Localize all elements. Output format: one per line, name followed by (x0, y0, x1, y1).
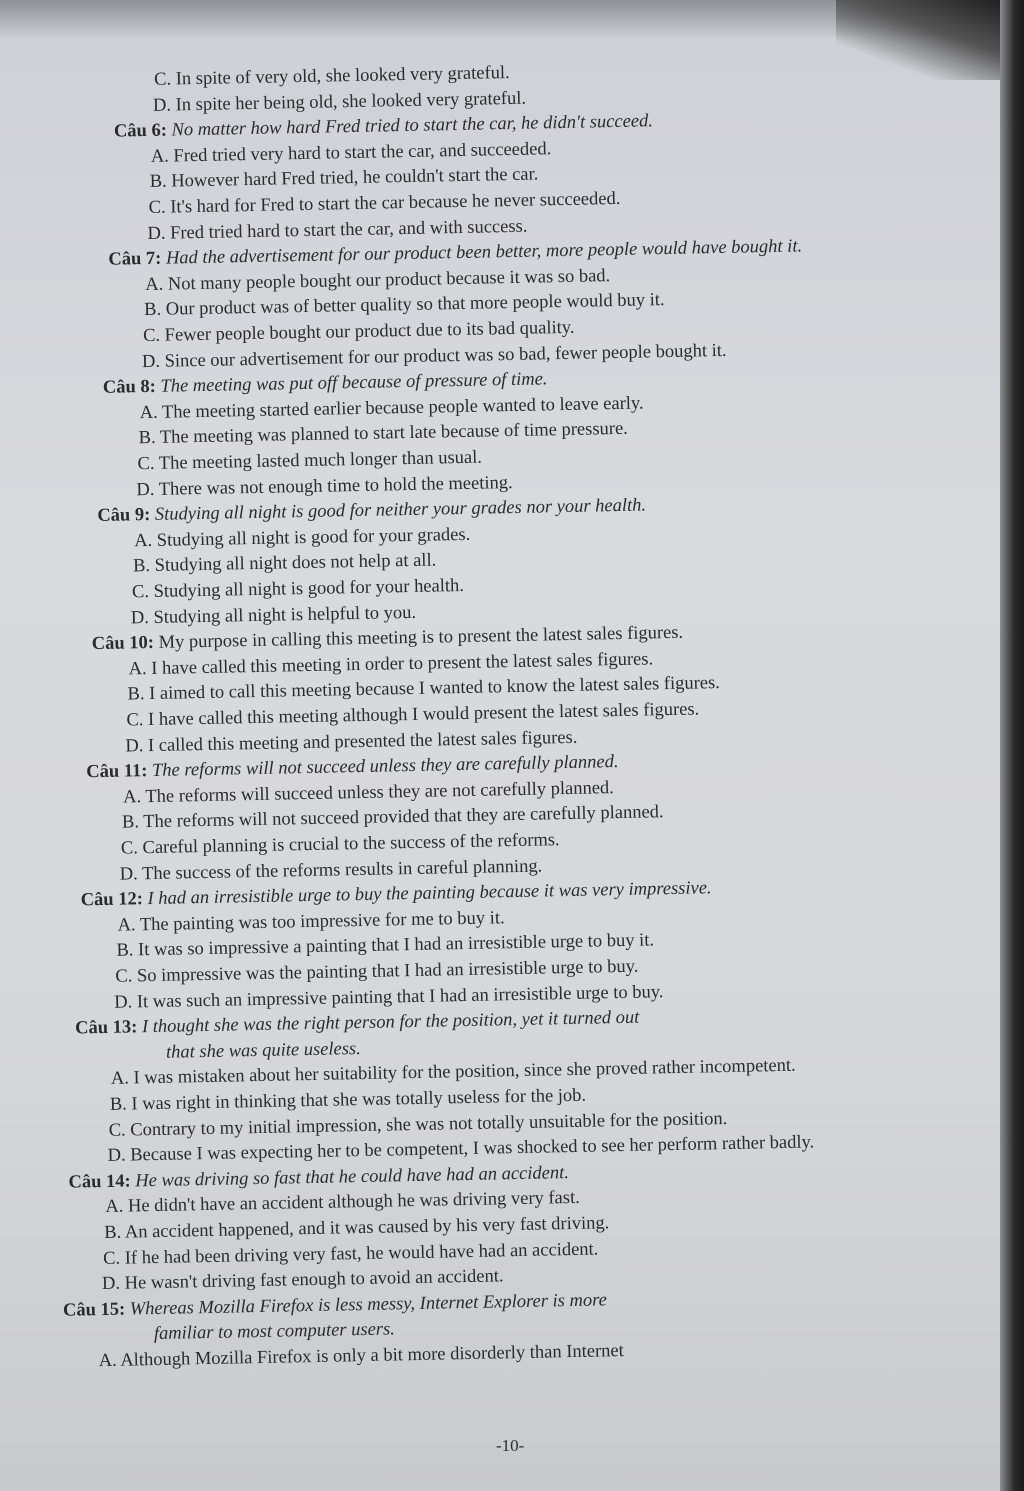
option-text: C. The meeting lasted much longer than usual. (137, 447, 483, 475)
question-number: Câu 12: (80, 889, 144, 911)
question-number: Câu 11: (86, 761, 148, 783)
answer-option (131, 601, 417, 628)
option-text: B. An accident happened, and it was caused by his very fast driving. (104, 1213, 610, 1243)
question-text: Whereas Mozilla Firefox is less messy, Internet Explorer is more (129, 1290, 608, 1320)
question-text: I had an irresistible urge to buy the painting because it was very impressive. (147, 878, 712, 910)
option-text: D. He wasn't driving fast enough to avoid an accident. (101, 1266, 504, 1295)
option-text: A. The meeting started earlier because people wanted to leave early. (139, 393, 644, 423)
option-text: C. If he had been driving very fast, he would have had an accident. (103, 1239, 599, 1269)
option-text: C. In spite of very old, she looked very grateful. (153, 63, 510, 90)
option-text: A. The reforms will succeed unless they are not carefully planned. (122, 777, 615, 808)
option-text: C. Studying all night is good for your health. (131, 575, 465, 603)
option-text: D. It was such an impressive painting that I had an irresistible urge to buy. (114, 981, 664, 1013)
answer-option (132, 575, 464, 603)
page-number: -10- (496, 1436, 525, 1455)
question-text: familiar to most computer users. (153, 1319, 396, 1345)
option-text: D. Because I was expecting her to be competent, I was shocked to see her perform rather badly. (107, 1132, 815, 1167)
option-text: A. I was mistaken about her suitability for the position, since she proved rather incompetent. (110, 1056, 796, 1090)
option-text: D. There was not enough time to hold the meeting. (136, 472, 513, 500)
option-text: B. The meeting was planned to start late because of time pressure. (138, 419, 629, 449)
option-text: D. Studying all night is helpful to you. (130, 602, 417, 628)
question-text: Had the advertisement for our product been better, more people would have bought it. (165, 236, 803, 269)
answer-option (134, 524, 470, 552)
question-text: No matter how hard Fred tried to start the car, he didn't succeed. (171, 111, 654, 141)
option-text: A. Fred tried very hard to start the car, and succeeded. (150, 139, 552, 167)
question-text: The meeting was put off because of pressure of time. (160, 369, 548, 397)
question-text: I thought she was the right person for the position, yet it turned out (141, 1007, 640, 1038)
answer-option (154, 62, 510, 91)
answer-option (117, 907, 504, 936)
answer-option (143, 317, 575, 347)
option-text: A. The painting was too impressive for me to buy it. (117, 908, 505, 936)
option-text: C. Contrary to my initial impression, she was not totally unsuitable for the position. (108, 1108, 728, 1141)
option-text: D. The success of the reforms results in careful planning. (119, 856, 543, 885)
answer-option (102, 1266, 504, 1296)
question-continuation (166, 1038, 361, 1064)
question-text: My purpose in calling this meeting is to present the latest sales figures. (158, 622, 684, 654)
question-number: Câu 7: (108, 248, 162, 270)
answer-option (133, 550, 437, 578)
option-text: A. He didn't have an accident although he was driving very fast. (105, 1188, 580, 1218)
question-text: The reforms will not succeed unless they are carefully planned. (151, 752, 619, 782)
question-number: Câu 8: (102, 377, 157, 399)
question-number: Câu 10: (91, 633, 155, 655)
answer-option (137, 447, 482, 476)
question-text: Studying all night is good for neither your grades nor your health. (154, 495, 647, 526)
option-text: A. Not many people bought our product because it was so bad. (145, 265, 611, 295)
option-text: B. It was so impressive a painting that I had an irresistible urge to buy it. (116, 930, 655, 962)
question-number: Câu 13: (74, 1017, 138, 1039)
option-text: C. So impressive was the painting that I had an irresistible urge to buy. (115, 956, 639, 987)
option-text: D. Fred tried hard to start the car, and with success. (147, 216, 528, 244)
option-text: C. I have called this meeting although I would present the latest sales figures. (126, 699, 700, 731)
answer-option (103, 1238, 599, 1270)
answer-option (150, 164, 539, 193)
question-number: Câu 15: (62, 1299, 126, 1321)
page-edge-shadow (1000, 0, 1024, 1491)
question-continuation (154, 1319, 395, 1346)
answer-option (147, 215, 527, 244)
answer-option (153, 87, 526, 116)
option-text: A. Although Mozilla Firefox is only a bit more disorderly than Internet (98, 1341, 624, 1372)
option-text: A. Studying all night is good for your grades. (134, 524, 471, 552)
option-text: D. I called this meeting and presented the latest sales figures. (125, 727, 578, 757)
option-text: D. Since our advertisement for our product was so bad, fewer people bought it. (141, 340, 727, 372)
option-text: B. The reforms will not succeed provided that they are carefully planned. (121, 802, 664, 833)
option-text: D. In spite her being old, she looked very grateful. (152, 88, 527, 116)
option-text: B. I was right in thinking that she was totally useless for the job. (109, 1085, 587, 1115)
option-text: C. Fewer people bought our product due to its bad quality. (142, 317, 575, 347)
answer-option (120, 855, 543, 885)
answer-option (151, 138, 552, 168)
option-text: A. I have called this meeting in order to present the latest sales figures. (128, 649, 654, 680)
option-text: B. However hard Fred tried, he couldn't start the car. (149, 164, 539, 193)
option-text: B. Our product was of better quality so that more people would buy it. (144, 290, 665, 321)
question-number: Câu 14: (68, 1171, 131, 1193)
question-text: that she was quite useless. (165, 1038, 361, 1063)
answer-option (148, 188, 620, 219)
option-text: B. I aimed to call this meeting because I wanted to know the latest sales figures. (127, 673, 721, 705)
option-text: C. It's hard for Fred to start the car because he never succeeded. (148, 188, 621, 218)
question-number: Câu 9: (97, 505, 151, 527)
answer-option (138, 418, 628, 449)
option-text: C. Careful planning is crucial to the success of the reforms. (120, 830, 560, 859)
question-number: Câu 6: (113, 120, 168, 142)
question-text: He was driving so fast that he could have had an accident. (135, 1162, 570, 1192)
option-text: B. Studying all night does not help at all. (132, 550, 437, 577)
answer-option (136, 472, 513, 501)
